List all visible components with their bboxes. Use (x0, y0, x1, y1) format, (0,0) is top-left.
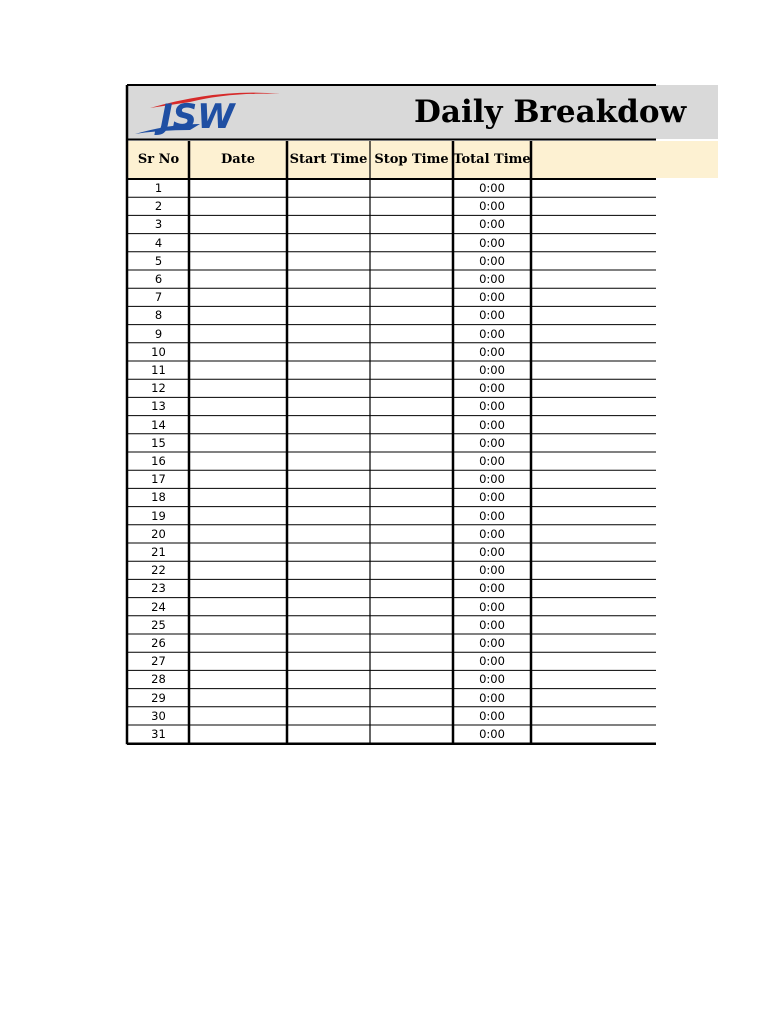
row-5-col-date[interactable] (189, 252, 287, 269)
row-20-col-start-time[interactable] (287, 525, 370, 542)
row-15-extra-cell[interactable] (531, 434, 656, 451)
row-13-extra-cell[interactable] (531, 397, 656, 414)
row-30-col-stop-time[interactable] (370, 707, 453, 724)
header-col-start-time: Start Time (289, 152, 368, 167)
row-15-col-date[interactable] (189, 434, 287, 451)
row-14-extra-cell[interactable] (531, 416, 656, 433)
row-4-extra-cell[interactable] (531, 234, 656, 251)
row-6-col-total-time: 0:00 (479, 272, 505, 286)
row-28-col-total-time: 0:00 (479, 672, 505, 687)
row-9-extra-cell[interactable] (531, 325, 656, 342)
row-30-col-date[interactable] (189, 707, 287, 724)
row-31-col-date[interactable] (189, 725, 287, 742)
row-7-col-total-time: 0:00 (479, 290, 505, 305)
row-1-col-sr-no: 1 (154, 181, 163, 195)
row-22-col-start-time[interactable] (287, 561, 370, 578)
row-14-col-start-time[interactable] (287, 416, 370, 433)
row-8-col-total-time: 0:00 (479, 308, 505, 323)
row-13-col-start-time[interactable] (287, 397, 370, 414)
row-25-col-stop-time[interactable] (370, 616, 453, 633)
row-15-col-start-time[interactable] (287, 434, 370, 451)
row-11-extra-cell[interactable] (531, 361, 656, 378)
row-22-extra-cell[interactable] (531, 561, 656, 578)
row-1-col-start-time[interactable] (287, 179, 370, 196)
row-24-col-date[interactable] (189, 598, 287, 615)
row-6-col-date[interactable] (189, 270, 287, 287)
row-6-col-sr-no: 6 (154, 272, 163, 286)
row-17-col-start-time[interactable] (287, 470, 370, 487)
row-31-col-stop-time[interactable] (370, 725, 453, 742)
row-2-col-stop-time[interactable] (370, 197, 453, 214)
row-14-col-total-time: 0:00 (479, 417, 505, 432)
row-30-col-start-time[interactable] (287, 707, 370, 724)
row-1-col-date[interactable] (189, 179, 287, 196)
row-16-col-total-time: 0:00 (479, 454, 505, 468)
row-9-col-date[interactable] (189, 325, 287, 342)
row-24-col-start-time[interactable] (287, 598, 370, 615)
row-16-col-start-time[interactable] (287, 452, 370, 469)
row-25-extra-cell[interactable] (531, 616, 656, 633)
row-22-col-stop-time[interactable] (370, 561, 453, 578)
row-4-col-sr-no: 4 (154, 235, 163, 250)
row-10-col-sr-no: 10 (151, 344, 166, 359)
row-16-col-sr-no: 16 (151, 454, 166, 468)
row-10-col-total-time: 0:00 (479, 344, 505, 359)
row-16-col-date[interactable] (189, 452, 287, 469)
row-7-col-date[interactable] (189, 288, 287, 305)
row-10-col-stop-time[interactable] (370, 343, 453, 360)
row-28-col-start-time[interactable] (287, 670, 370, 687)
row-18-extra-cell[interactable] (531, 488, 656, 505)
row-17-col-stop-time[interactable] (370, 470, 453, 487)
row-1-col-stop-time[interactable] (370, 179, 453, 196)
row-29-col-start-time[interactable] (287, 689, 370, 706)
row-19-col-date[interactable] (189, 507, 287, 524)
row-23-col-sr-no: 23 (151, 581, 166, 596)
row-24-extra-cell[interactable] (531, 598, 656, 615)
row-21-col-stop-time[interactable] (370, 543, 453, 560)
row-12-col-stop-time[interactable] (370, 379, 453, 396)
row-11-col-sr-no: 11 (151, 363, 166, 377)
row-29-col-date[interactable] (189, 689, 287, 706)
row-31-col-sr-no: 31 (151, 727, 166, 741)
row-14-col-date[interactable] (189, 416, 287, 433)
row-12-col-date[interactable] (189, 379, 287, 396)
row-20-col-total-time: 0:00 (479, 526, 505, 541)
row-21-extra-cell[interactable] (531, 543, 656, 560)
row-28-extra-cell[interactable] (531, 670, 656, 687)
row-8-col-date[interactable] (189, 306, 287, 323)
row-20-col-date[interactable] (189, 525, 287, 542)
row-9-col-total-time: 0:00 (479, 326, 505, 341)
row-8-col-stop-time[interactable] (370, 306, 453, 323)
row-19-col-total-time: 0:00 (479, 508, 505, 523)
row-27-extra-cell[interactable] (531, 652, 656, 669)
row-25-col-sr-no: 25 (151, 617, 166, 632)
row-17-col-total-time: 0:00 (479, 472, 505, 487)
row-29-col-sr-no: 29 (151, 690, 166, 705)
row-2-col-sr-no: 2 (154, 199, 163, 214)
row-4-col-stop-time[interactable] (370, 234, 453, 251)
row-6-col-start-time[interactable] (287, 270, 370, 287)
row-12-extra-cell[interactable] (531, 379, 656, 396)
row-6-col-stop-time[interactable] (370, 270, 453, 287)
row-6-extra-cell[interactable] (531, 270, 656, 287)
row-21-col-start-time[interactable] (287, 543, 370, 560)
row-24-col-total-time: 0:00 (479, 599, 505, 614)
row-18-col-date[interactable] (189, 488, 287, 505)
row-31-col-total-time: 0:00 (479, 727, 505, 741)
row-3-extra-cell[interactable] (531, 215, 656, 232)
row-22-col-total-time: 0:00 (479, 563, 505, 578)
row-3-col-date[interactable] (189, 215, 287, 232)
row-8-extra-cell[interactable] (531, 306, 656, 323)
row-1-extra-cell[interactable] (531, 179, 656, 196)
row-7-extra-cell[interactable] (531, 288, 656, 305)
row-24-col-sr-no: 24 (151, 599, 166, 614)
row-7-col-start-time[interactable] (287, 288, 370, 305)
row-5-extra-cell[interactable] (531, 252, 656, 269)
row-31-extra-cell[interactable] (531, 725, 656, 742)
row-4-col-total-time: 0:00 (479, 235, 505, 250)
row-10-extra-cell[interactable] (531, 343, 656, 360)
row-31-col-start-time[interactable] (287, 725, 370, 742)
row-28-col-date[interactable] (189, 670, 287, 687)
row-23-extra-cell[interactable] (531, 579, 656, 596)
row-23-col-total-time: 0:00 (479, 581, 505, 596)
header-col-sr-no: Sr No (137, 152, 180, 167)
row-2-col-date[interactable] (189, 197, 287, 214)
row-16-col-stop-time[interactable] (370, 452, 453, 469)
row-12-col-total-time: 0:00 (479, 381, 505, 396)
row-19-extra-cell[interactable] (531, 507, 656, 524)
row-11-col-start-time[interactable] (287, 361, 370, 378)
row-5-col-stop-time[interactable] (370, 252, 453, 269)
row-27-col-start-time[interactable] (287, 652, 370, 669)
logo-wordmark: JSW (160, 97, 235, 137)
row-17-col-sr-no: 17 (151, 472, 166, 487)
row-20-col-stop-time[interactable] (370, 525, 453, 542)
row-15-col-total-time: 0:00 (479, 435, 505, 450)
row-12-col-start-time[interactable] (287, 379, 370, 396)
row-13-col-sr-no: 13 (151, 399, 166, 414)
row-20-col-sr-no: 20 (151, 526, 166, 541)
row-16-extra-cell[interactable] (531, 452, 656, 469)
row-5-col-total-time: 0:00 (479, 253, 505, 268)
row-19-col-sr-no: 19 (151, 508, 166, 523)
row-21-col-date[interactable] (189, 543, 287, 560)
row-11-col-date[interactable] (189, 361, 287, 378)
row-7-col-sr-no: 7 (154, 290, 163, 305)
row-9-col-sr-no: 9 (154, 326, 163, 341)
row-25-col-date[interactable] (189, 616, 287, 633)
row-18-col-stop-time[interactable] (370, 488, 453, 505)
row-9-col-start-time[interactable] (287, 325, 370, 342)
row-1-col-total-time: 0:00 (479, 181, 505, 195)
row-27-col-date[interactable] (189, 652, 287, 669)
row-2-col-start-time[interactable] (287, 197, 370, 214)
row-21-col-total-time: 0:00 (479, 545, 505, 559)
row-8-col-sr-no: 8 (154, 308, 163, 323)
row-2-extra-cell[interactable] (531, 197, 656, 214)
row-24-col-stop-time[interactable] (370, 598, 453, 615)
row-10-col-start-time[interactable] (287, 343, 370, 360)
row-27-col-stop-time[interactable] (370, 652, 453, 669)
row-4-col-date[interactable] (189, 234, 287, 251)
row-3-col-total-time: 0:00 (479, 217, 505, 232)
row-11-col-total-time: 0:00 (479, 363, 505, 377)
row-13-col-total-time: 0:00 (479, 399, 505, 414)
row-13-col-stop-time[interactable] (370, 397, 453, 414)
row-18-col-sr-no: 18 (151, 490, 166, 505)
row-22-col-sr-no: 22 (151, 563, 166, 578)
row-20-extra-cell[interactable] (531, 525, 656, 542)
row-18-col-total-time: 0:00 (479, 490, 505, 505)
row-7-col-stop-time[interactable] (370, 288, 453, 305)
row-27-col-sr-no: 27 (151, 654, 166, 669)
row-18-col-start-time[interactable] (287, 488, 370, 505)
row-29-col-total-time: 0:00 (479, 690, 505, 705)
row-22-col-date[interactable] (189, 561, 287, 578)
row-29-extra-cell[interactable] (531, 689, 656, 706)
row-17-extra-cell[interactable] (531, 470, 656, 487)
row-8-col-start-time[interactable] (287, 306, 370, 323)
row-17-col-date[interactable] (189, 470, 287, 487)
row-28-col-stop-time[interactable] (370, 670, 453, 687)
row-15-col-stop-time[interactable] (370, 434, 453, 451)
row-2-col-total-time: 0:00 (479, 199, 505, 214)
page-title: Daily Breakdow (414, 94, 687, 130)
row-14-col-sr-no: 14 (151, 417, 166, 432)
row-21-col-sr-no: 21 (151, 545, 166, 559)
row-14-col-stop-time[interactable] (370, 416, 453, 433)
row-26-extra-cell[interactable] (531, 634, 656, 651)
row-19-col-start-time[interactable] (287, 507, 370, 524)
row-25-col-total-time: 0:00 (479, 617, 505, 632)
row-5-col-sr-no: 5 (154, 253, 163, 268)
jsw-logo (130, 88, 310, 138)
header-col-date: Date (221, 152, 255, 167)
row-12-col-sr-no: 12 (151, 381, 166, 396)
row-13-col-date[interactable] (189, 397, 287, 414)
row-28-col-sr-no: 28 (151, 672, 166, 687)
row-25-col-start-time[interactable] (287, 616, 370, 633)
row-4-col-start-time[interactable] (287, 234, 370, 251)
row-26-col-date[interactable] (189, 634, 287, 651)
header-extra-column (531, 141, 656, 178)
row-19-col-stop-time[interactable] (370, 507, 453, 524)
row-3-col-sr-no: 3 (154, 217, 163, 232)
row-30-col-sr-no: 30 (151, 708, 166, 723)
row-29-col-stop-time[interactable] (370, 689, 453, 706)
row-11-col-stop-time[interactable] (370, 361, 453, 378)
row-26-col-sr-no: 26 (151, 636, 166, 650)
row-5-col-start-time[interactable] (287, 252, 370, 269)
row-3-col-start-time[interactable] (287, 215, 370, 232)
row-23-col-stop-time[interactable] (370, 579, 453, 596)
row-15-col-sr-no: 15 (151, 435, 166, 450)
row-23-col-date[interactable] (189, 579, 287, 596)
row-30-extra-cell[interactable] (531, 707, 656, 724)
header-col-total-time: Total Time (453, 152, 531, 167)
row-26-col-stop-time[interactable] (370, 634, 453, 651)
row-27-col-total-time: 0:00 (479, 654, 505, 669)
row-26-col-total-time: 0:00 (479, 636, 505, 650)
row-30-col-total-time: 0:00 (479, 708, 505, 723)
row-23-col-start-time[interactable] (287, 579, 370, 596)
row-26-col-start-time[interactable] (287, 634, 370, 651)
header-col-stop-time: Stop Time (374, 152, 449, 167)
jsw-logo-graphic (130, 88, 310, 138)
row-3-col-stop-time[interactable] (370, 215, 453, 232)
row-10-col-date[interactable] (189, 343, 287, 360)
row-9-col-stop-time[interactable] (370, 325, 453, 342)
